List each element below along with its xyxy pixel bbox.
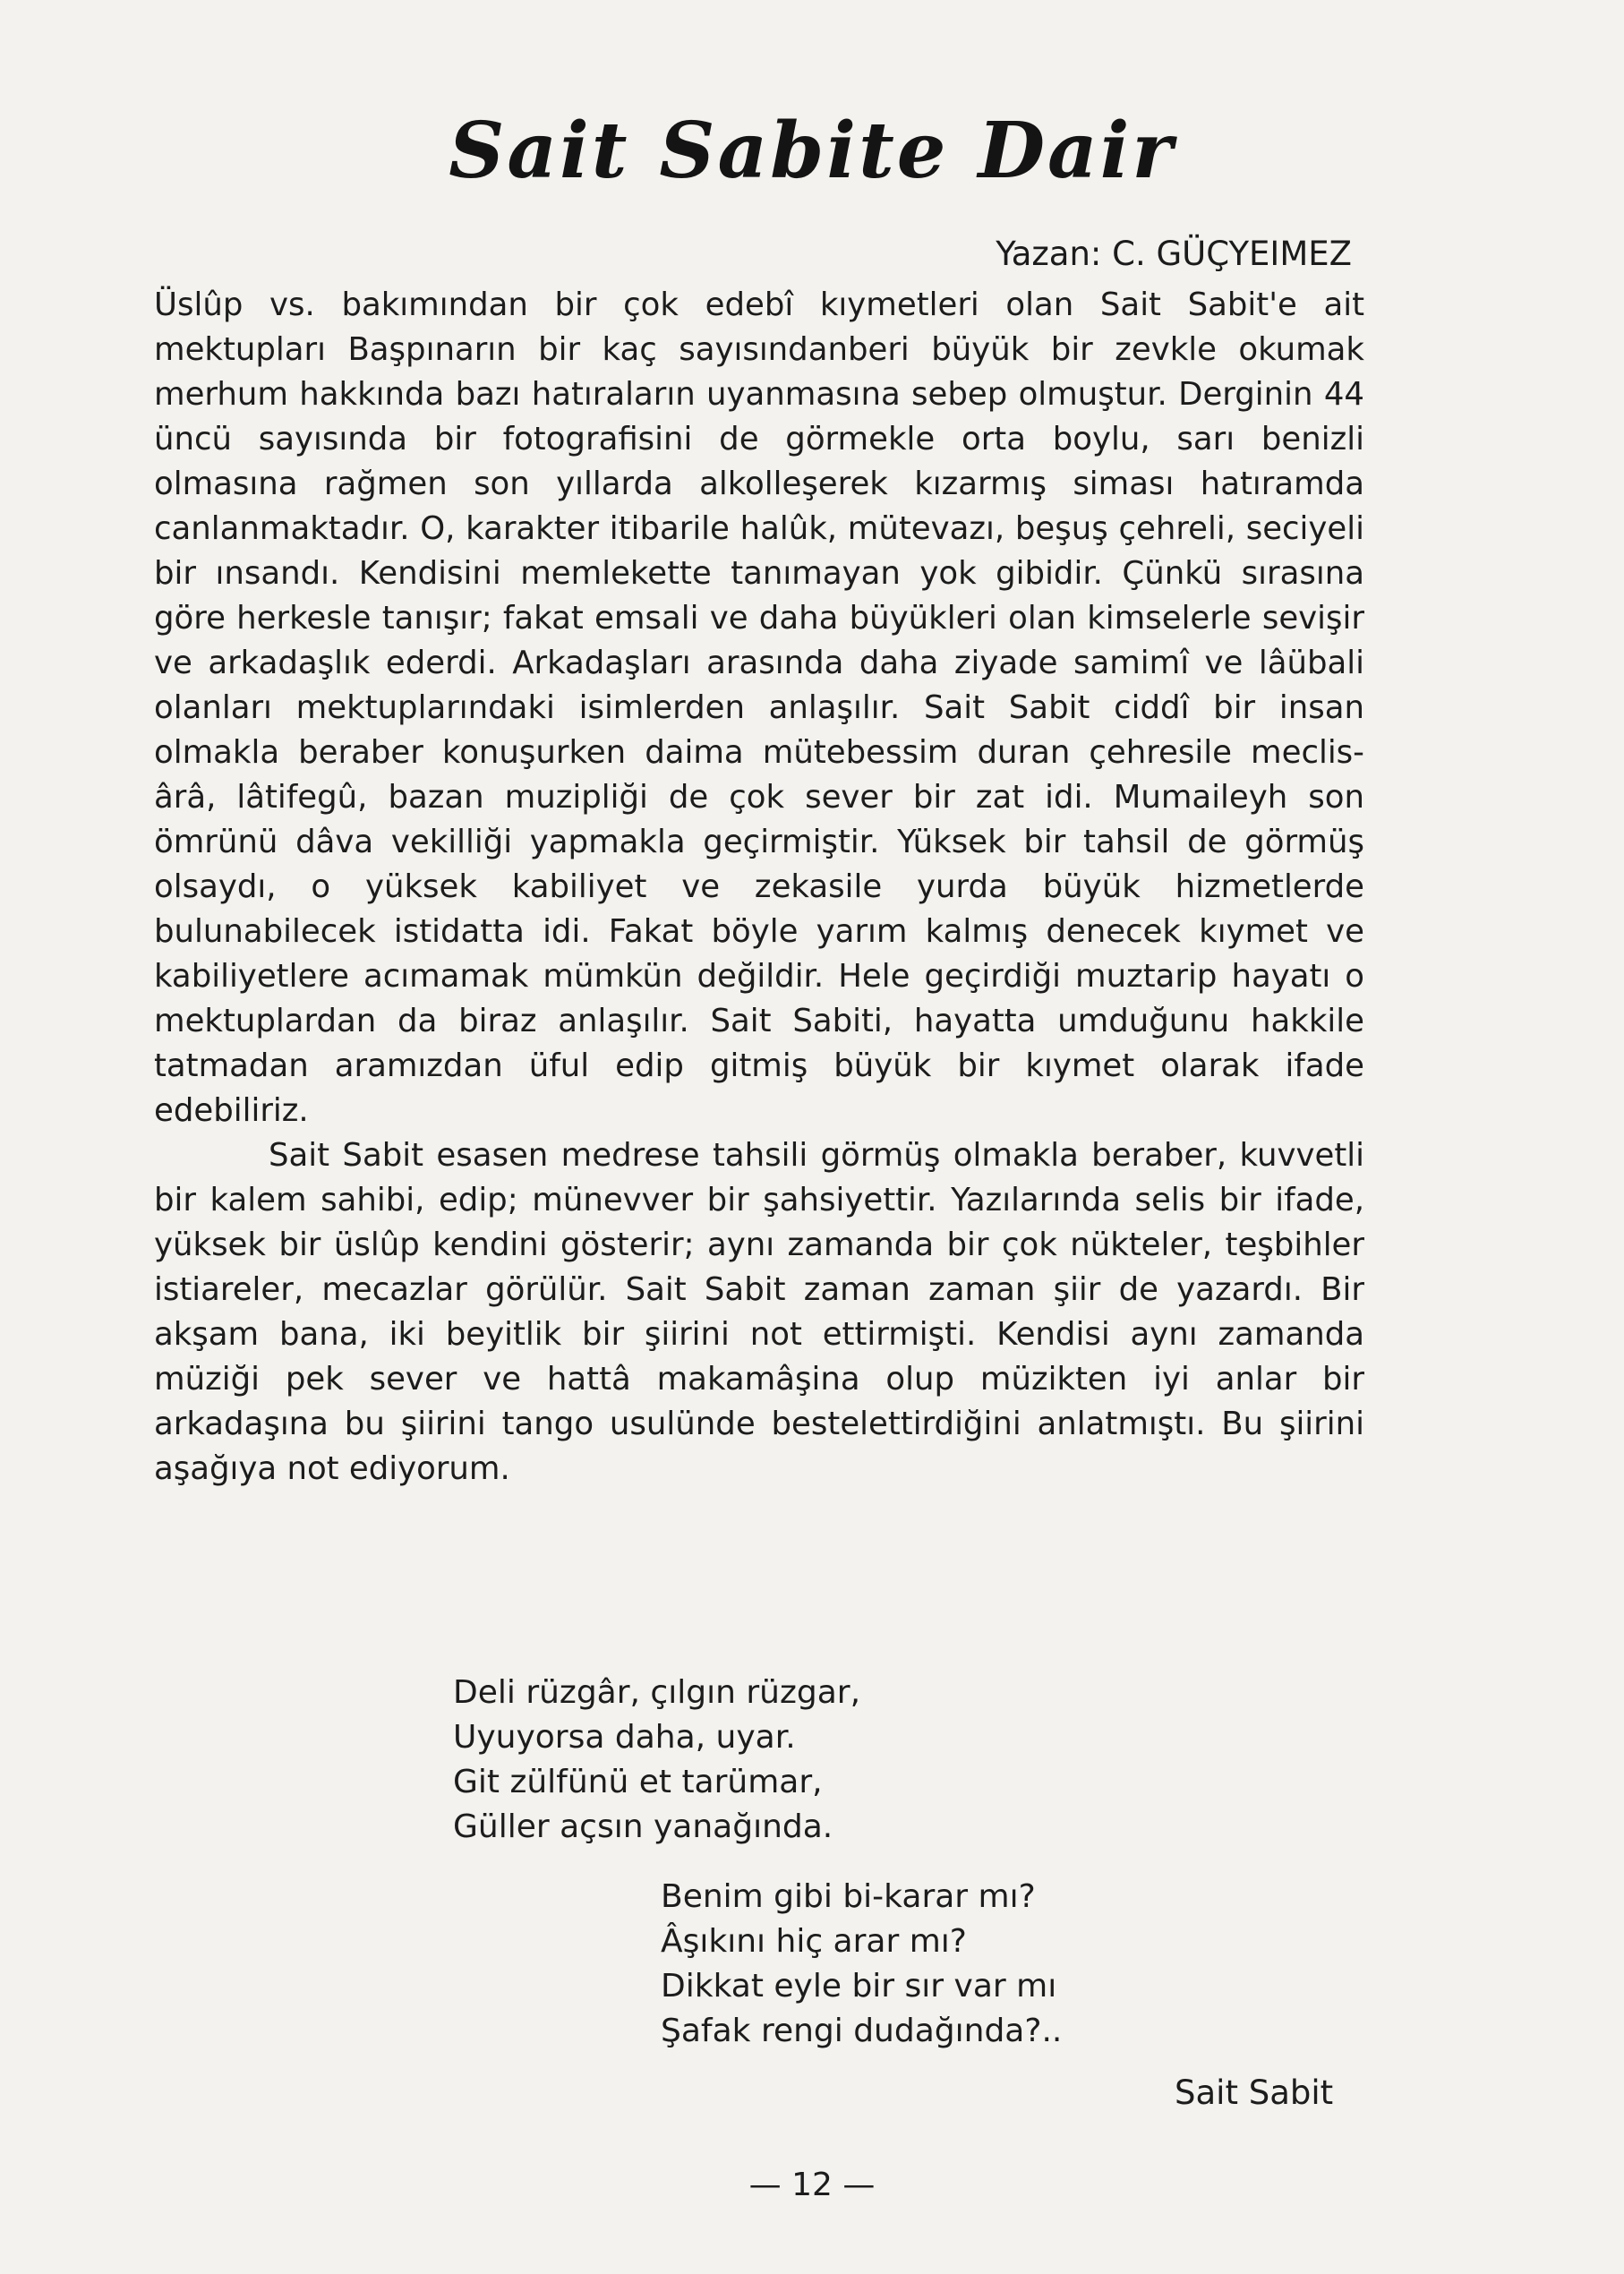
- article-title: Sait Sabite Dair: [449, 106, 1175, 196]
- poem-line: Dikkat eyle bir sır var mı: [661, 1968, 1057, 2005]
- article-byline: Yazan: C. GÜÇYEIMEZ: [996, 235, 1352, 273]
- poem-line: Şafak rengi dudağında?..: [661, 2013, 1063, 2049]
- article-body: [154, 283, 1364, 1492]
- poem-line: Güller açsın yanağında.: [453, 1808, 833, 1845]
- poem-line: Deli rüzgâr, çılgın rüzgar,: [453, 1674, 861, 1711]
- paragraph: Üslûp vs. bakımından bir çok edebî kıymetleri olan Sait Sabit'e ait mektupları Başpınarın bir kaç sayısındanberi büyük bir zevkle okumak merhum hakkında bazı hatıraların uyanmasına sebep olmuştur. Derginin 44 üncü sayısında bir fotografisini de görmekle orta boylu, sarı benizli olmasına rağmen son yıllarda alkolleşerek kızarmış siması hatıramda canlanmaktadır. O, karakter itibarile halûk, mütevazı, beşuş çehreli, seciyeli bir ınsandı. Kendisini memlekette tanımayan yok gibidir. Çünkü sırasına göre herkesle tanışır; fakat emsali ve daha büyükleri olan kimselerle sevişir ve arkadaşlık ederdi. Arkadaşları arasında daha ziyade samimî ve lâübali olanları mektuplarındaki isimlerden anlaşılır. Sait Sabit ciddî bir insan olmakla beraber konuşurken daima mütebessim duran çehresile meclis-ârâ, lâtifegû, bazan muzipliği de çok sever bir zat idi. Mumaileyh son ömrünü dâva vekilliği yapmakla geçirmiştir. Yüksek bir tahsil de görmüş olsaydı, o yüksek kabiliyet ve zekasile yurda büyük hizmetlerde bulunabilecek istidatta idi. Fakat böyle yarım kalmış denecek kıymet ve kabiliyetlere acımamak mümkün değildir. Hele geçirdiği muztarip hayatı o mektuplardan da biraz anlaşılır. Sait Sabiti, hayatta umduğunu hakkile tatmadan aramızdan üful edip gitmiş büyük bir kıymet olarak ifade edebiliriz.: [154, 286, 1364, 1129]
- poem-stanza-2: [661, 1875, 1062, 2054]
- poem-line: Git zülfünü et tarümar,: [453, 1764, 823, 1800]
- poem-stanza-1: [453, 1671, 860, 1850]
- paragraph: Sait Sabit esasen medrese tahsili görmüş olmakla beraber, kuvvetli bir kalem sahibi, edip; münevver bir şahsiyettir. Yazılarında selis bir ifade, yüksek bir üslûp kendini gösterir; aynı zamanda bir çok nükteler, teşbihler istiareler, mecazlar görülür. Sait Sabit zaman zaman şiir de yazardı. Bir akşam bana, iki beyitlik bir şiirini not ettirmişti. Kendisi aynı zamanda müziği pek sever ve hattâ makamâşina olup müzikten iyi anlar bir arkadaşına bu şiirini tango usulünde bestelettirdiğini anlatmıştı. Bu şiirini aşağıya not ediyorum.: [154, 1137, 1364, 1487]
- poem-line: Uyuyorsa daha, uyar.: [453, 1719, 796, 1756]
- poem-line: Âşıkını hiç arar mı?: [661, 1923, 967, 1960]
- poem-signature: Sait Sabit: [1175, 2073, 1334, 2112]
- poem-line: Benim gibi bi-karar mı?: [661, 1878, 1036, 1915]
- page-number: — 12 —: [748, 2167, 876, 2203]
